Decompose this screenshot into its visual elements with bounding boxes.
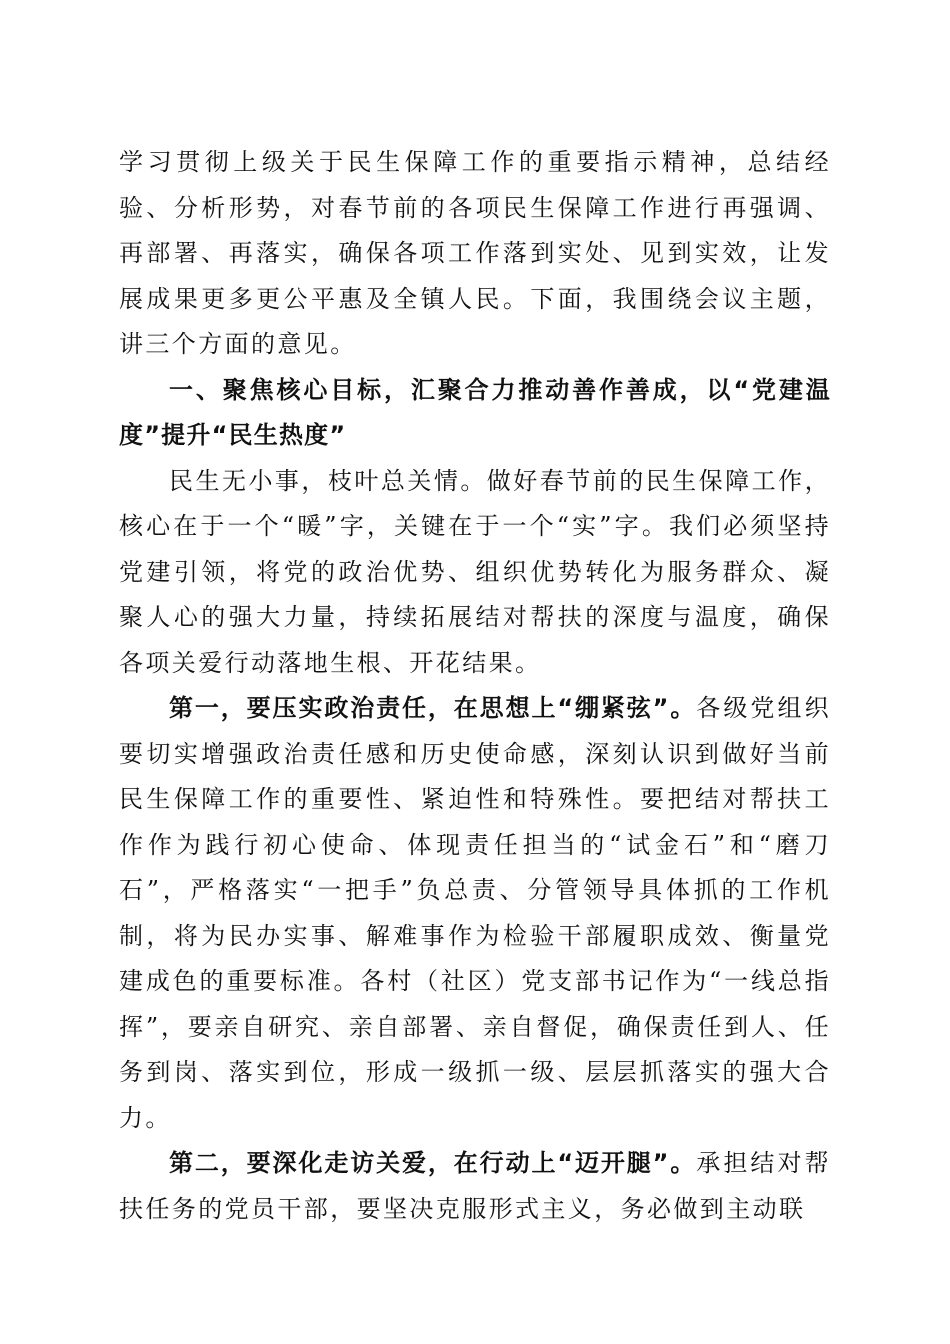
paragraph-intro bbox=[119, 140, 831, 368]
paragraph-section-1-intro bbox=[119, 459, 831, 687]
point-2-lead: 第二，要深化走访关爱，在行动上“迈开腿”。 bbox=[169, 1149, 697, 1177]
point-1-text: 各级党组织要切实增强政治责任感和历史使命感，深刻认识到做好当前民生保障工作的重要性、紧迫性和特殊性。要把结对帮扶工作作为践行初心使命、体现责任担当的“试金石”和“磨刀石”，严格落实“一把手”负总责、分管领导具体抓的工作机制，将为民办实事、解难事作为检验干部履职成效、衡量党建成色的重要标准。各村（社区）党支部书记作为“一线总指挥”，要亲自研究、亲自部署、亲自督促，确保责任到人、任务到岗、落实到位，形成一级抓一级、层层抓落实的强大合力。 bbox=[119, 694, 832, 1132]
document-body bbox=[119, 140, 831, 1232]
section-heading-1: 一、聚焦核心目标，汇聚合力推动善作善成，以“党建温度”提升“民生热度” bbox=[119, 375, 831, 449]
point-1-lead: 第一，要压实政治责任，在思想上“绷紧弦”。 bbox=[169, 694, 697, 722]
paragraph-section-1-intro-text: 民生无小事，枝叶总关情。做好春节前的民生保障工作，核心在于一个“暖”字，关键在于一个“实”字。我们必须坚持党建引领，将党的政治优势、组织优势转化为服务群众、凝聚人心的强大力量，持续拓展结对帮扶的深度与温度，确保各项关爱行动落地生根、开花结果。 bbox=[119, 466, 831, 677]
point-2-text: 承担结对帮扶任务的党员干部，要坚决克服形式主义，务必做到主动联 bbox=[119, 1149, 832, 1223]
paragraph-point-2 bbox=[119, 1141, 831, 1232]
paragraph-intro-text: 学习贯彻上级关于民生保障工作的重要指示精神，总结经验、分析形势，对春节前的各项民生保障工作进行再强调、再部署、再落实，确保各项工作落到实处、见到实效，让发展成果更多更公平惠及全镇人民。下面，我围绕会议主题，讲三个方面的意见。 bbox=[119, 148, 831, 358]
paragraph-point-1 bbox=[119, 686, 831, 1141]
